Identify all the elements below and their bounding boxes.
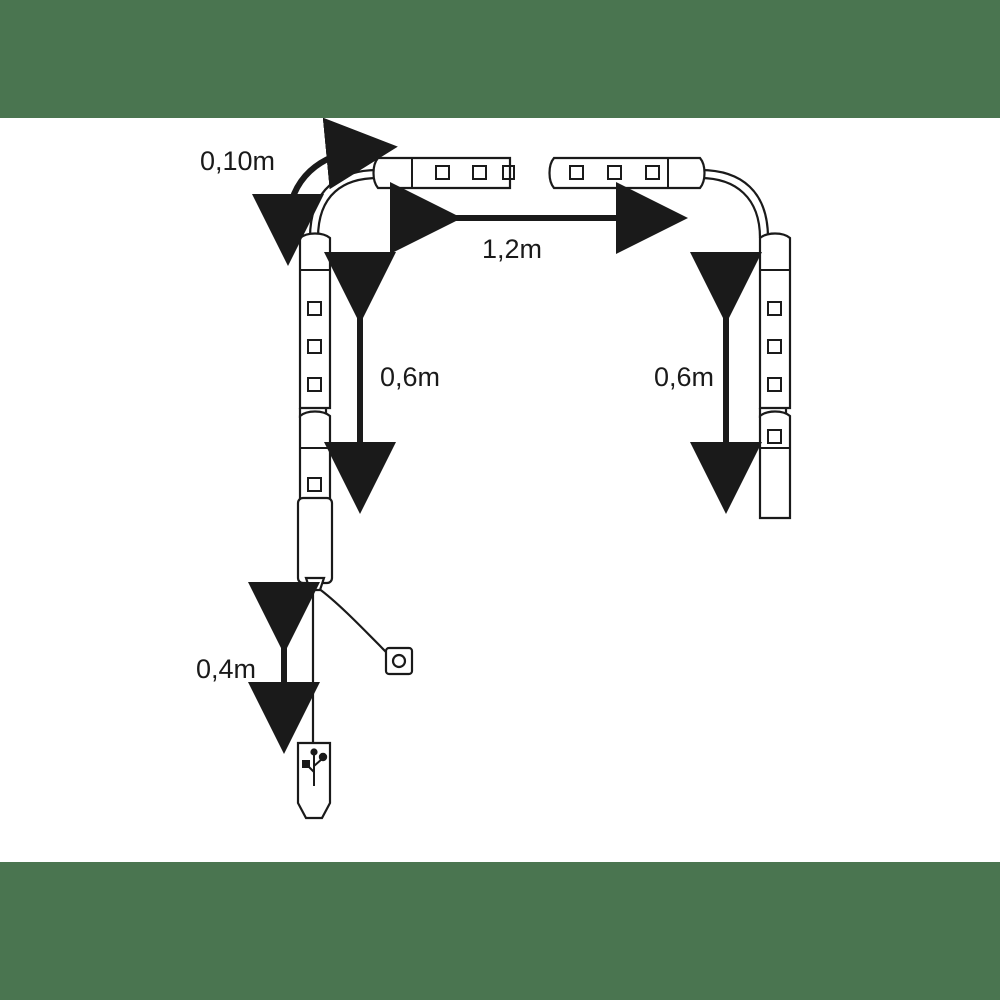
inline-switch[interactable]	[386, 648, 412, 674]
cable-switch-branch	[318, 588, 392, 658]
top-green-band	[0, 0, 1000, 118]
diagram-canvas	[0, 118, 1000, 862]
dimension-label-left-strip: 0,6m	[380, 362, 441, 392]
led-strip-diagram	[0, 118, 1000, 862]
dimension-label-right-strip: 0,6m	[654, 362, 715, 392]
cables-group	[300, 170, 786, 743]
usb-connector	[298, 743, 330, 818]
bottom-green-band	[0, 862, 1000, 1000]
strip-left-upper	[300, 234, 330, 409]
strip-right-lower	[760, 412, 790, 519]
cable-top-right-corner	[700, 170, 768, 238]
strip-right-upper	[760, 234, 790, 409]
arrow-lead-in-upper	[288, 150, 362, 223]
strip-top-right	[550, 158, 705, 188]
controller	[298, 498, 332, 590]
dimension-label-top-strip: 1,2m	[481, 234, 543, 264]
cable-top-left-corner	[310, 170, 378, 238]
strip-top-left	[374, 158, 515, 188]
dimension-label-supply-lead: 0,4m	[196, 654, 257, 684]
dimension-label-lead-in: 0,10m	[200, 146, 276, 176]
